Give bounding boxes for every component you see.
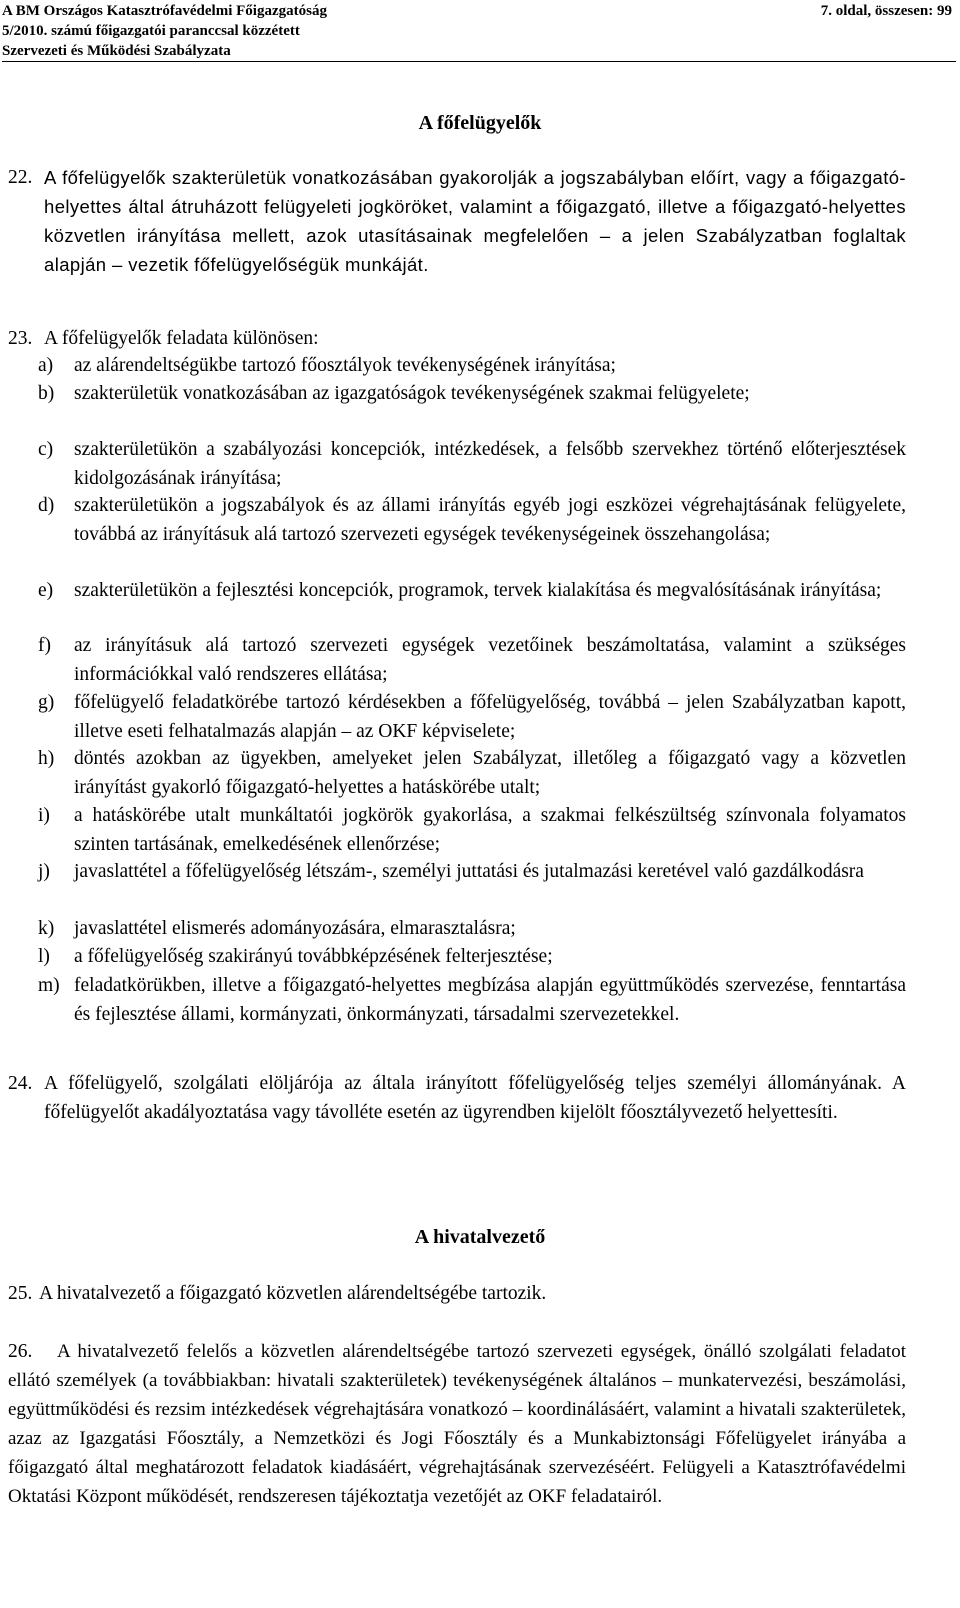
list-item-text: a főfelügyelőség szakirányú továbbképzésének felterjesztése; xyxy=(74,946,553,967)
list-item-label: b) xyxy=(38,383,55,404)
list-item-label: g) xyxy=(38,692,55,713)
section-title-fofelugyelok: A főfelügyelők xyxy=(418,112,542,134)
list-item-text: szakterületük vonatkozásában az igazgatóságok tevékenységének szakmai felügyelete; xyxy=(74,383,750,404)
paragraph-23-intro xyxy=(8,324,906,353)
paragraph-text: A főfelügyelők feladata különösen: xyxy=(44,328,319,349)
paragraph-number: 25. xyxy=(8,1283,33,1304)
list-item-c xyxy=(38,436,906,493)
list-item-text: szakterületükön a szabályozási koncepciók, intézkedések, a felsőbb szervekhez történő előterjesztések kidolgozásának irányítása; xyxy=(74,439,906,489)
list-item-text: döntés azokban az ügyekben, amelyeket jelen Szabályzat, illetőleg a főigazgató vagy a közvetlen irányítást gyakorló főigazgató-helyettes a hatáskörébe utalt; xyxy=(74,748,906,798)
paragraph-26 xyxy=(8,1337,906,1511)
list-item-l xyxy=(38,943,906,972)
list-item-text: főfelügyelő feladatkörébe tartozó kérdésekben a főfelügyelőség, továbbá – jelen Szabályzatban kapott, illetve eseti felhatalmazás alapján – az OKF képviselete; xyxy=(74,692,906,742)
list-item-label: c) xyxy=(38,439,54,460)
list-item-label: i) xyxy=(38,805,50,826)
list-item-f xyxy=(38,632,906,689)
header-page-number: 7. oldal, összesen: 99 xyxy=(820,3,952,19)
list-item-text: a hatáskörébe utalt munkáltatói jogkörök gyakorlása, a szakmai felkészültség színvonala folyamatos szinten tartásának, emelkedésének ellenőrzése; xyxy=(74,805,906,855)
section-title-hivatalvezeto: A hivatalvezető xyxy=(414,1226,546,1248)
list-item-text: szakterületükön a jogszabályok és az állami irányítás egyéb jogi eszközei végrehajtásának felügyelete, továbbá az irányításuk alá tartozó szervezeti egységek tevékenységeinek összehangolása; xyxy=(74,495,906,545)
list-item-text: az irányításuk alá tartozó szervezeti egységek vezetőinek beszámoltatása, valamint a szükséges információkkal való rendszeres ellátása; xyxy=(74,635,906,685)
paragraph-text: A hivatalvezető felelős a közvetlen alárendeltségébe tartozó szervezeti egységek, önálló szolgálati feladatot ellátó személyek (a továbbiakban: hivatali szakterületek) tevékenységének általános – munkatervezési, beszámolási, együttműködési és rezsim intézkedések végrehajtására vonatkozó – koordinálásáért, valamint a hivatali szakterületek, azaz az Igazgatási Főosztály, a Nemzetközi és Jogi Főosztály és a Munkabiztonsági Főfelügyelet irányába a főigazgató által meghatározott feladatok kiadásáért, végrehajtásának szervezéséért. Felügyeli a Katasztrófavédelmi Oktatási Központ működését, rendszeresen tájékoztatja vezetőjét az OKF feladatairól. xyxy=(8,1341,906,1507)
list-item-text: javaslattétel a főfelügyelőség létszám-, személyi juttatási és jutalmazási keretével való gazdálkodásra xyxy=(74,861,864,882)
list-item-i xyxy=(38,802,906,859)
paragraph-number: 24. xyxy=(8,1073,33,1094)
list-item-label: m) xyxy=(38,975,60,996)
list-item-text: feladatkörükben, illetve a főigazgató-helyettes megbízása alapján együttműködés szervezése, fenntartása és fejlesztése állami, kormányzati, önkormányzati, társadalmi szervezetekkel. xyxy=(74,975,906,1025)
header-org: A BM Országos Katasztrófavédelmi Főigazgatóság xyxy=(2,3,327,19)
list-item-m xyxy=(38,972,906,1029)
header-doc-title: Szervezeti és Működési Szabályzata xyxy=(2,43,231,59)
list-item-label: f) xyxy=(38,635,51,656)
list-item-label: k) xyxy=(38,918,55,939)
header-rule xyxy=(2,61,956,62)
list-item-label: l) xyxy=(38,946,50,967)
list-item-h xyxy=(38,745,906,802)
list-item-label: j) xyxy=(38,861,50,882)
list-item-b xyxy=(38,380,906,409)
paragraph-text: A főfelügyelő, szolgálati elöljárója az általa irányított főfelügyelőség teljes személyi állományának. A főfelügyelőt akadályoztatása vagy távolléte esetén az ügyrendben kijelölt főosztályvezető helyettesíti. xyxy=(44,1073,906,1123)
list-item-label: a) xyxy=(38,355,54,376)
list-item-text: az alárendeltségükbe tartozó főosztályok tevékenységének irányítása; xyxy=(74,355,616,376)
list-item-k xyxy=(38,915,906,944)
header-order: 5/2010. számú főigazgatói paranccsal közzétett xyxy=(2,23,300,39)
paragraph-25 xyxy=(8,1279,906,1308)
paragraph-text: A főfelügyelők szakterületük vonatkozásában gyakorolják a jogszabályban előírt, vagy a főigazgató-helyettes által átruházott felügyeleti jogköröket, valamint a főigazgató, illetve a főigazgató-helyettes közvetlen irányítása mellett, azok utasításainak megfelelően – a jelen Szabályzatban foglaltak alapján – vezetik főfelügyelőségük munkáját. xyxy=(44,167,906,275)
list-item-g xyxy=(38,689,906,746)
list-item-d xyxy=(38,492,906,549)
list-item-label: e) xyxy=(38,580,54,601)
list-item-a xyxy=(38,352,906,381)
paragraph-text: A hivatalvezető a főigazgató közvetlen alárendeltségébe tartozik. xyxy=(39,1283,547,1304)
paragraph-number: 26. xyxy=(8,1341,33,1362)
list-item-label: d) xyxy=(38,495,55,516)
list-item-text: szakterületükön a fejlesztési koncepciók, programok, tervek kialakítása és megvalósításának irányítása; xyxy=(74,580,882,601)
list-item-text: javaslattétel elismerés adományozására, elmarasztalásra; xyxy=(74,918,516,939)
paragraph-22 xyxy=(8,163,906,279)
list-item-j xyxy=(38,858,906,887)
paragraph-24 xyxy=(8,1069,906,1127)
paragraph-number: 23. xyxy=(8,328,33,349)
list-item-e xyxy=(38,577,906,606)
paragraph-number: 22. xyxy=(8,167,33,188)
list-item-label: h) xyxy=(38,748,55,769)
